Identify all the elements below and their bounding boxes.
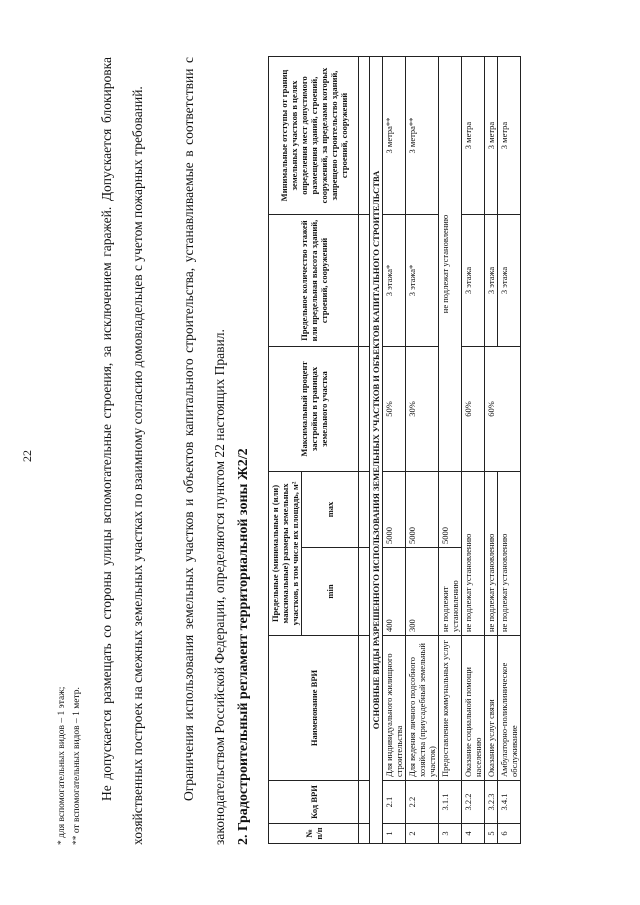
paragraph-2: Ограничения использования земельных участков и объектов капитального строительства, устанавливаемые в соответствии с законодательством Российской Федерации, определяются пунктом 22 настоящих Правил. bbox=[181, 57, 227, 845]
row-floors: 3 этажа bbox=[498, 215, 521, 347]
row-setback: 3 метра** bbox=[383, 57, 406, 215]
row-name: Предоставление коммунальных услуг bbox=[439, 636, 462, 781]
row-name: Амбулаторно-поликлиническое обслуживание bbox=[498, 636, 521, 781]
footnote-2: ** от вспомогательных видов – 1 метр. bbox=[72, 687, 82, 845]
header-name: Наименование ВРИ bbox=[269, 636, 359, 781]
row-min: 400 bbox=[383, 548, 406, 636]
row-floors: 3 этажа bbox=[485, 215, 498, 347]
row-num: 1 bbox=[383, 824, 406, 844]
row-num: 3 bbox=[439, 824, 462, 844]
table-row bbox=[383, 57, 406, 844]
row-code: 3.1.1 bbox=[439, 781, 462, 824]
header-min: min bbox=[302, 548, 359, 636]
row-size-merged: не подлежат установлению bbox=[462, 472, 485, 636]
row-setback: 3 метра bbox=[485, 57, 498, 215]
header-num: № п/п bbox=[269, 824, 359, 844]
row-name: Для индивидуального жилищного строительства bbox=[383, 636, 406, 781]
table-row bbox=[462, 57, 485, 844]
header-code: Код ВРИ bbox=[269, 781, 359, 824]
row-percent: 60% bbox=[462, 347, 485, 472]
row-name: Оказание услуг связи bbox=[485, 636, 498, 781]
row-num: 4 bbox=[462, 824, 485, 844]
section-title-row bbox=[370, 57, 383, 844]
row-code: 3.2.3 bbox=[485, 781, 498, 824]
row-name: Оказание социальной помощи населению bbox=[462, 636, 485, 781]
section-heading: 2. Градостроительный регламент территориальной зоны Ж2/2 bbox=[236, 448, 251, 845]
table-row bbox=[485, 57, 498, 844]
table-index-row bbox=[359, 57, 370, 844]
row-num: 2 bbox=[406, 824, 439, 844]
row-min: не подлежит установлению bbox=[439, 548, 462, 636]
row-percent: 50% bbox=[383, 347, 406, 472]
row-setback: 3 метра** bbox=[406, 57, 439, 215]
header-percent: Максимальный процент застройки в границах земельного участка bbox=[269, 347, 359, 472]
row-setback: 3 метра bbox=[498, 57, 521, 215]
row-size-merged: не подлежат установлению bbox=[485, 472, 498, 636]
row-code: 3.4.1 bbox=[498, 781, 521, 824]
row-name: Для ведения личного подсобного хозяйства (приусадебный земельный участок) bbox=[406, 636, 439, 781]
row-floors: 3 этажа bbox=[462, 215, 485, 347]
row-code: 2.1 bbox=[383, 781, 406, 824]
row-percent: 60% bbox=[485, 347, 521, 472]
row-code: 3.2.2 bbox=[462, 781, 485, 824]
header-floors: Предельное количество этажей или предельная высота зданий, строений, сооружений bbox=[269, 215, 359, 347]
row-size-merged: не подлежат установлению bbox=[498, 472, 521, 636]
page-number: 22 bbox=[20, 450, 34, 462]
paragraph-1: Не допускается размещать со стороны улицы вспомогательные строения, за исключением гаражей. Допускается блокировка хозяйственных построек на смежных земельных участках по взаимному согласию домовладельцев с учетом пожарных требований. bbox=[99, 57, 145, 845]
header-size: Предельные (минимальные и (или) максимальные) размеры земельных участков, в том числе их площадь, м² bbox=[269, 472, 302, 636]
regulation-table bbox=[268, 56, 521, 844]
row-max: 5000 bbox=[406, 472, 439, 548]
table-row bbox=[406, 57, 439, 844]
table-row bbox=[439, 57, 462, 844]
header-max: max bbox=[302, 472, 359, 548]
table-header-row bbox=[269, 57, 302, 844]
row-max: 5000 bbox=[439, 472, 462, 548]
header-setback: Минимальные отступы от границ земельных участков в целях определения мест допустимого размещения зданий, строений, сооружений, за пределами которых запрещено строительство зданий, строений, сооружений bbox=[269, 57, 359, 215]
row-max: 5000 bbox=[383, 472, 406, 548]
row-num: 5 bbox=[485, 824, 498, 844]
row-min: 300 bbox=[406, 548, 439, 636]
section-title: ОСНОВНЫЕ ВИДЫ РАЗРЕШЕННОГО ИСПОЛЬЗОВАНИЯ ЗЕМЕЛЬНЫХ УЧАСТКОВ И ОБЪЕКТОВ КАПИТАЛЬНОГО СТРОИТЕЛЬСТВА bbox=[370, 57, 383, 844]
row-percent: 30% bbox=[406, 347, 439, 472]
row-floors: 3 этажа* bbox=[406, 215, 439, 347]
row-code: 2.2 bbox=[406, 781, 439, 824]
row-floors: 3 этажа* bbox=[383, 215, 406, 347]
row-num: 6 bbox=[498, 824, 521, 844]
footnote-1: * для вспомогательных видов – 1 этаж; bbox=[57, 686, 67, 845]
row-merged-value: не подлежат установлению bbox=[439, 57, 462, 472]
row-setback: 3 метра bbox=[462, 57, 485, 215]
